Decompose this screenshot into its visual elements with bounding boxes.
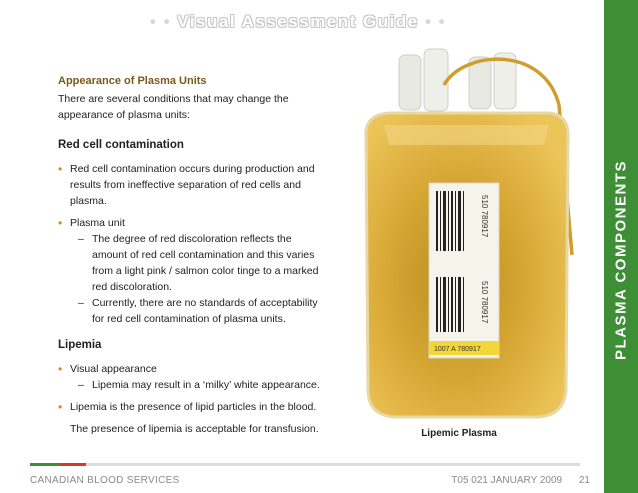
side-tab-label: PLASMA COMPONENTS xyxy=(612,160,630,360)
footer-doc-id: T05 021 JANUARY 2009 xyxy=(451,475,563,486)
lipemia-dash-1: – Lipemia may result in a ‘milky’ white appearance. xyxy=(70,377,320,393)
red-cell-bullet-2-text: Plasma unit xyxy=(70,217,125,229)
lipemia-bullet-2: • Lipemia is the presence of lipid particles in the blood. xyxy=(58,399,320,415)
page-header xyxy=(0,12,596,32)
footer-accent-green xyxy=(30,463,60,466)
lipemia-list xyxy=(58,361,320,415)
red-cell-sublist xyxy=(70,231,320,327)
footer-organization: CANADIAN BLOOD SERVICES xyxy=(30,475,180,486)
red-cell-bullet-2 xyxy=(58,215,320,327)
lipemia-sublist xyxy=(70,377,320,393)
red-cell-dash-1: – The degree of red discoloration reflects the amount of red cell contamination and this varies from a light pink / salmon color tinge to a marked red discoloration. xyxy=(70,231,320,295)
red-cell-heading: Red cell contamination xyxy=(58,139,184,151)
intro-text: There are several conditions that may change the appearance of plasma units: xyxy=(58,93,289,121)
barcode-label xyxy=(429,183,499,358)
plasma-bag-photo xyxy=(344,45,586,423)
lipemia-heading: Lipemia xyxy=(58,339,102,351)
label-code-1: 510 780917 xyxy=(480,195,489,238)
lipemia-note: The presence of lipemia is acceptable for transfusion. xyxy=(70,423,319,435)
page-number: 21 xyxy=(578,475,590,486)
label-code-2: 510 780917 xyxy=(480,281,489,324)
label-yellow-strip: 1007 A 780917 xyxy=(434,346,481,353)
footer-rule xyxy=(30,463,580,466)
red-cell-bullet-1: • Red cell contamination occurs during production and results from ineffective separation of red cells and plasma. xyxy=(58,161,320,209)
photo-caption: Lipemic Plasma xyxy=(421,428,497,439)
header-dots-left: • • xyxy=(149,12,172,31)
lipemia-bullet-1-text: Visual appearance xyxy=(70,363,157,375)
section-title: Appearance of Plasma Units xyxy=(58,75,207,87)
footer-accent-red xyxy=(60,463,86,466)
side-tab-label-wrap xyxy=(604,140,638,380)
lipemia-bullet-1 xyxy=(58,361,320,393)
footer-right xyxy=(451,475,590,486)
header-title: Visual Assessment Guide xyxy=(177,12,419,31)
header-dots-right: • • xyxy=(424,12,447,31)
red-cell-dash-2: – Currently, there are no standards of acceptability for red cell contamination of plasma units. xyxy=(70,295,320,327)
red-cell-list xyxy=(58,161,320,327)
text-column xyxy=(58,73,320,437)
